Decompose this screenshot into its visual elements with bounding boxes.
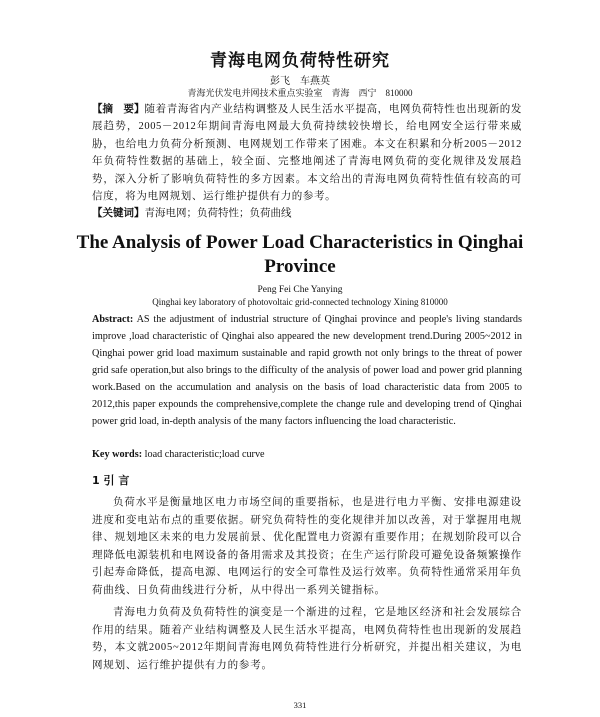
body-paragraph: 青海电力负荷及负荷特性的演变是一个渐进的过程，它是地区经济和社会发展综合作用的结果。随着产业结构调整及人民生活水平提高，电网负荷特性也出现新的发展趋势，本文就2005~2012年期间青海电网负荷特性进行分析研究，并提出相关建议，为电网规划、运行维护提供有力的参考。 xyxy=(92,607,522,671)
english-title: The Analysis of Power Load Characteristics in Qinghai Province xyxy=(76,232,524,277)
chinese-abstract-text: 随着青海省内产业结构调整及人民生活水平提高，电网负荷特性也出现新的发展趋势，2005－2012年期间青海电网最大负荷持续较快增长，给电网安全运行带来威胁，也给电力负荷分析预测、电网规划工作带来了困难。本文在积累和分析2005－2012年负荷特性数据的基础上，较全面、完整地阐述了青海电网负荷的变化规律及发展趋势，深入分析了影响负荷特性的多方因素。本文给出的青海电网负荷特性值有较高的可信度，将为电网规划、运行维护提供有力的参考。 xyxy=(92,104,522,203)
english-keywords xyxy=(92,449,522,460)
english-affiliation: Qinghai key laboratory of photovoltaic grid-connected technology Xining 810000 xyxy=(152,297,448,307)
chinese-keywords-label: 【关键词】 xyxy=(92,207,145,219)
chinese-abstract-label: 【摘 要】 xyxy=(92,103,145,115)
chinese-abstract xyxy=(92,101,522,205)
english-authors: Peng Fei Che Yanying xyxy=(257,285,343,295)
section-heading: 1 引 言 xyxy=(92,474,130,487)
body-paragraph: 负荷水平是衡量地区电力市场空间的重要指标，也是进行电力平衡、安排电源建设进度和变电站布点的重要依据。研究负荷特性的变化规律并加以改善，对于掌握用电规律、规划地区未来的电力发展前景、优化配置电力资源有重要作用；在规划阶段可以合理降低电源装机和电网设备的备用需求及其投资；在生产运行阶段可避免设备频繁操作引起寿命降低，提高电源、电网运行的安全可靠性及运行效率。负荷特性通常采用年负荷曲线、日负荷曲线进行分析，从中得出一系列关键指标。 xyxy=(92,497,522,596)
chinese-title: 青海电网负荷特性研究 xyxy=(210,51,390,71)
chinese-affiliation: 青海光伏发电并网技术重点实验室 青海 西宁 810000 xyxy=(187,88,413,98)
chinese-authors: 彭飞 车燕英 xyxy=(270,76,330,87)
chinese-keywords xyxy=(92,205,522,220)
english-abstract xyxy=(92,311,522,430)
page-number: 331 xyxy=(293,700,307,710)
english-keywords-label: Key words: xyxy=(92,449,143,460)
english-abstract-text: AS the adjustment of industrial structure of Qinghai province and people's living standards improve ,load characteristic of Qinghai also appeared the new development trend.During 2005~2012 in Qinghai power grid load maximum sustainable and rapid growth not only brings to the threat of power grid safe operation,but also brings to the difficulty of the analysis of power load and power grid planning work.Based on the accumulation and analysis on the basis of load characteristic data from 2005 to 2012,this paper expounds the comprehensive,complete the change rule and developing trend of Qinghai power grid load, in-depth analysis of the many factors influencing the load characteristic. xyxy=(92,314,522,427)
english-keywords-text: load characteristic;load curve xyxy=(142,449,265,460)
chinese-keywords-text: 青海电网；负荷特性；负荷曲线 xyxy=(144,208,292,219)
english-abstract-label: Abstract: xyxy=(92,314,134,325)
